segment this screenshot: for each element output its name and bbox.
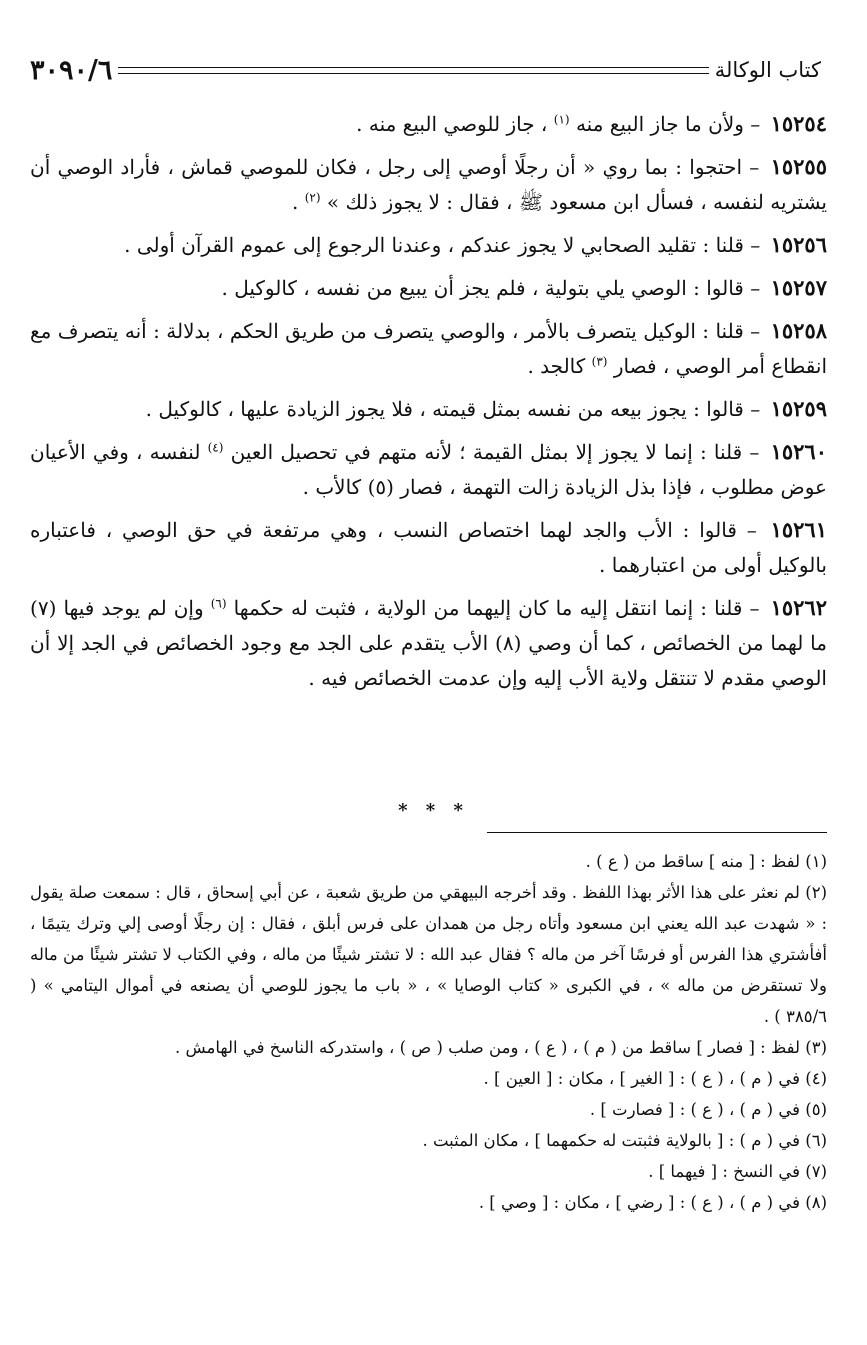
paragraph [30,149,827,220]
footnote: (٤) في ( م ) ، ( ع ) : [ الغير ] ، مكان : [ العين ] . [483,1069,827,1088]
footnote: (٣) لفظ : [ فصار ] ساقط من ( م ) ، ( ع ) ، ومن صلب ( ص ) ، واستدركه الناسخ في الهامش . [174,1038,827,1057]
footnote: (١) لفظ : [ منه ] ساقط من ( ع ) . [585,852,827,871]
paragraph-text: – قلنا : الوكيل يتصرف بالأمر ، والوصي يتصرف من طريق الحكم ، بدلالة : أنه يتصرف مع انقطاع أمر الوصي ، فصار [30,319,827,378]
paragraph-number: ١٥٢٦١ [770,517,827,542]
paragraph-text-after: . [291,190,299,214]
paragraph-number: ١٥٢٥٥ [770,154,827,179]
main-text [30,106,827,703]
footnote-ref: (٢) [304,190,321,205]
paragraph-text-after: كالجد . [527,354,586,378]
paragraph [30,590,827,696]
paragraph-number: ١٥٢٥٨ [770,318,828,343]
footnote: (٢) لم نعثر على هذا الأثر بهذا اللفظ . وقد أخرجه البيهقي من طريق شعبة ، عن أبي إسحاق ، قال : سمعت صلة يقول : « شهدت عبد الله يعني ابن مسعود وأتاه رجل من همدان على فرس أبلق ، فقال : إن رجلًا أوصى إلي وترك يتيمًا ، أفأشتري هذا الفرس أو فرسًا آخر من ماله ؟ فقال عبد الله : لا تشتر شيئًا من ماله ، وفي الكتاب لا تشتر شيئًا من ماله ولا تستقرض من ماله » ، في الكبرى « كتاب الوصايا » ، « باب ما يجوز للوصي أن يصنعه في أموال اليتامي » ( ٣٨٥/٦ ) . [30,883,827,1026]
paragraph-text: – قلنا : تقليد الصحابي لا يجوز عندكم ، وعندنا الرجوع إلى عموم القرآن أولى . [124,233,761,257]
footnote-ref: (٦) [210,596,227,611]
paragraph-number: ١٥٢٥٤ [770,111,827,136]
paragraph-text: – قلنا : إنما انتقل إليه ما كان إليهما من الولاية ، فثبت له حكمها [233,596,760,620]
paragraph-text: – قالوا : الوصي يلي بتولية ، فلم يجز أن يبيع من نفسه ، كالوكيل . [221,276,761,300]
paragraph-text-after: ، جاز للوصي البيع منه . [356,112,548,136]
section-separator: * * * [398,800,469,821]
footnote: (٦) في ( م ) : [ بالولاية فثبتت له حكمهما ] ، مكان المثبت . [422,1131,827,1150]
paragraph [30,512,827,583]
paragraph-text: – قالوا : الأب والجد لهما اختصاص النسب ، وهي مرتفعة في حق الوصي ، فاعتباره بالوكيل أولى من اعتبارهما . [30,518,827,577]
footnote-rule [487,832,827,833]
paragraph [30,106,827,142]
book-title: كتاب الوكالة [714,58,821,82]
footnote: (٧) في النسخ : [ فيهما ] . [648,1162,827,1181]
paragraph-number: ١٥٢٥٩ [770,396,827,421]
paragraph-text-after: وإن لم يوجد فيها (٧) ما لهما من الخصائص ، كما أن وصي (٨) الأب يتقدم على الجد مع وجود الخصائص في الجد إلا أن الوصي مقدم لا تنتقل ولاية الأب إليه وإن عدمت الخصائص فيه . [30,596,827,690]
footnote-ref: (٣) [591,354,608,369]
paragraph [30,313,827,384]
footnote: (٨) في ( م ) ، ( ع ) : [ رضي ] ، مكان : [ وصي ] . [478,1193,827,1212]
footnotes [30,846,827,1218]
paragraph [30,270,827,306]
paragraph-number: ١٥٢٦٢ [770,595,827,620]
page-header [22,50,827,90]
footnote: (٥) في ( م ) ، ( ع ) : [ فصارت ] . [589,1100,827,1119]
paragraph-number: ١٥٢٥٧ [770,275,827,300]
footnote-ref: (٤) [207,440,224,455]
page-number: ٣٠٩٠/٦ [30,54,113,86]
footnote-ref: (١) [553,112,570,127]
paragraph [30,391,827,427]
paragraph-text: – احتجوا : بما روي « أن رجلًا أوصي إلى رجل ، فكان للموصي قماش ، فأراد الوصي أن يشتريه لنفسه ، فسأل ابن مسعود ﷺ ، فقال : لا يجوز ذلك » [30,155,827,214]
paragraph [30,434,827,505]
paragraph [30,227,827,263]
paragraph-number: ١٥٢٥٦ [770,232,827,257]
paragraph-text-after: لنفسه ، وفي الأعيان عوض مطلوب ، فإذا بذل الزيادة زالت التهمة ، فصار (٥) كالأب . [30,440,827,499]
header-rule [118,67,708,74]
paragraph-text: – قالوا : يجوز بيعه من نفسه بمثل قيمته ، فلا يجوز الزيادة عليها ، كالوكيل . [145,397,761,421]
paragraph-text: – قلنا : إنما لا يجوز إلا بمثل القيمة ؛ لأنه متهم في تحصيل العين [230,440,760,464]
paragraph-text: – ولأن ما جاز البيع منه [575,112,761,136]
paragraph-number: ١٥٢٦٠ [770,439,827,464]
